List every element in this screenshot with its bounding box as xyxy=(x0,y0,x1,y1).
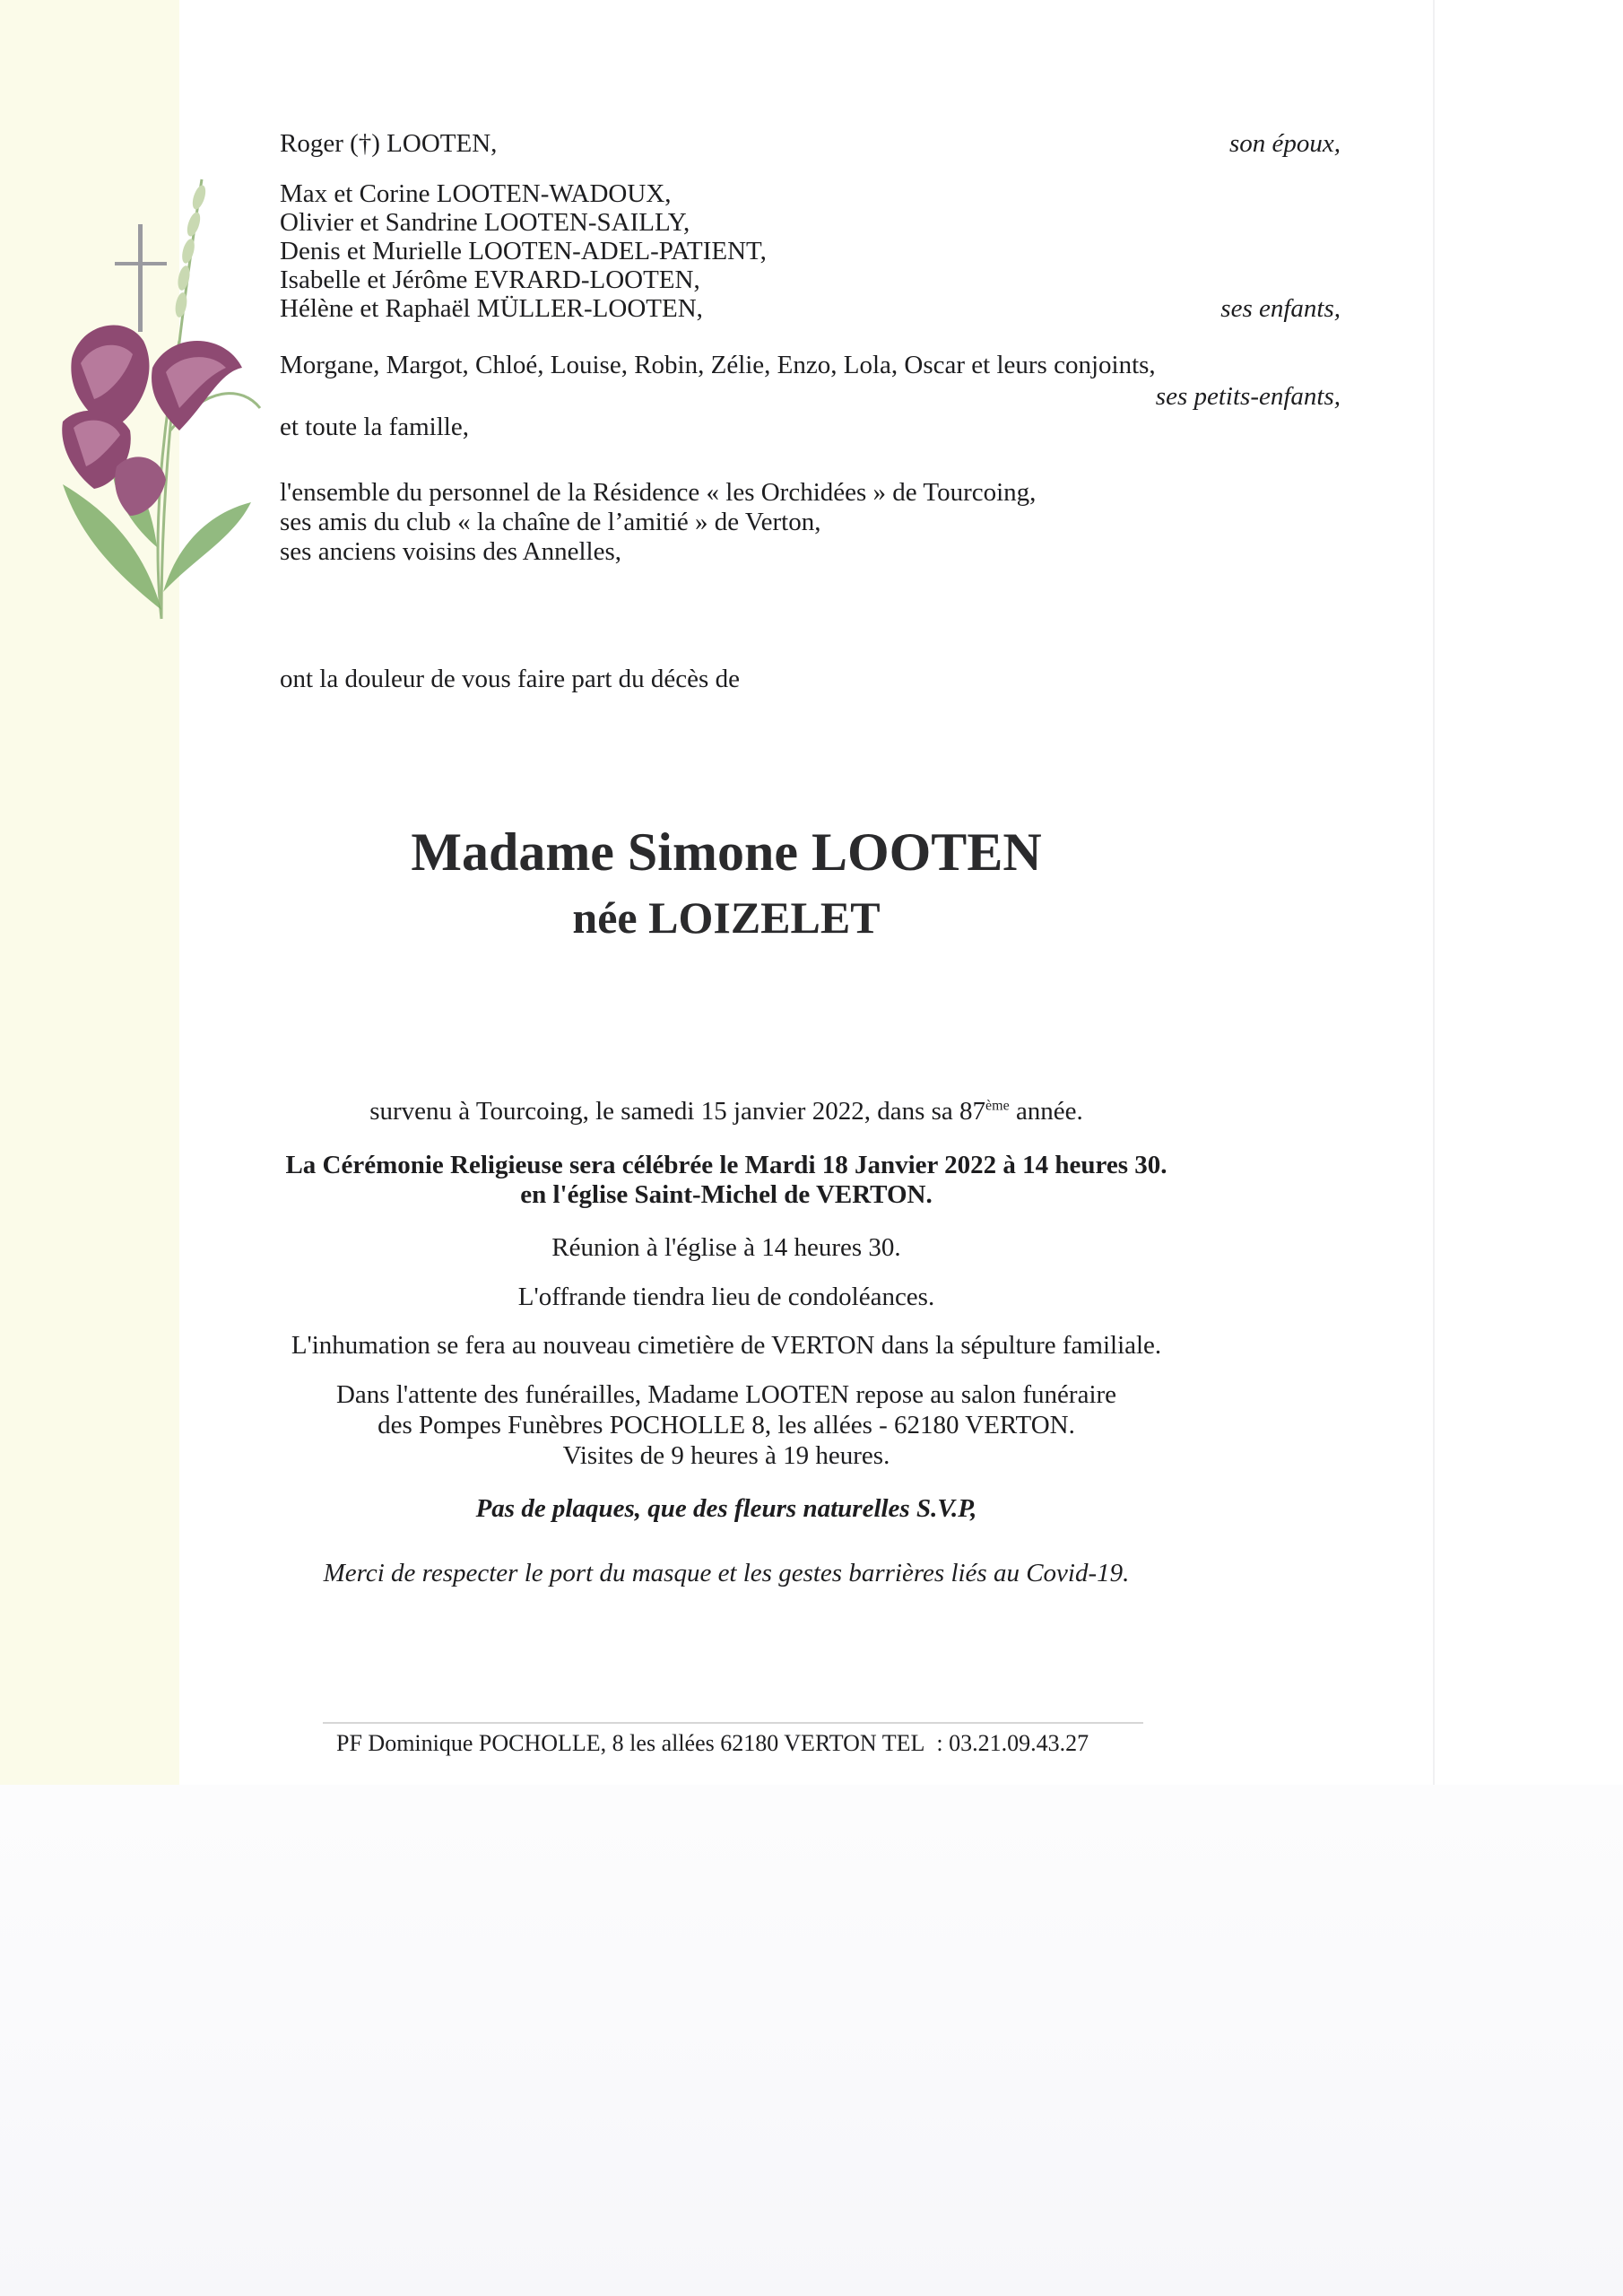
grandchildren-names: Morgane, Margot, Chloé, Louise, Robin, Zélie, Enzo, Lola, Oscar et leurs conjoints, xyxy=(280,351,1156,379)
deceased-birth-name: née LOIZELET xyxy=(572,892,881,943)
child-line: Olivier et Sandrine LOOTEN-SAILLY, xyxy=(280,208,690,237)
scan-bottom-area xyxy=(0,1785,1623,2296)
burial-info: L'inhumation se fera au nouveau cimetière de VERTON dans la sépulture familiale. xyxy=(291,1331,1162,1360)
child-line: Hélène et Raphaël MÜLLER-LOOTEN, xyxy=(280,294,703,323)
spouse-name: Roger (†) LOOTEN, xyxy=(280,129,498,158)
flowers-note: Pas de plaques, que des fleurs naturelles S.V.P, xyxy=(475,1494,977,1523)
others-line: ses amis du club « la chaîne de l’amitié » de Verton, xyxy=(280,508,821,536)
footer-divider xyxy=(323,1722,1143,1724)
offering-info: L'offrande tiendra lieu de condoléances. xyxy=(517,1283,935,1311)
death-details xyxy=(0,1096,1453,1126)
death-superscript: ème xyxy=(985,1098,1010,1114)
rest-line: Visites de 9 heures à 19 heures. xyxy=(562,1441,890,1470)
ceremony-location: en l'église Saint-Michel de VERTON. xyxy=(520,1180,933,1209)
grandchildren-role: ses petits-enfants, xyxy=(1155,382,1341,411)
rest-line: Dans l'attente des funérailles, Madame LOOTEN repose au salon funéraire xyxy=(335,1380,1117,1409)
cross-icon xyxy=(115,224,167,332)
spouse-role: son époux, xyxy=(1228,129,1341,158)
rest-line: des Pompes Funèbres POCHOLLE 8, les allées - 62180 VERTON. xyxy=(378,1411,1075,1439)
death-text: survenu à Tourcoing, le samedi 15 janvier 2022, dans sa 87 xyxy=(369,1097,986,1126)
lily-cross-illustration xyxy=(27,161,278,646)
announcement: ont la douleur de vous faire part du décès de xyxy=(280,665,740,693)
child-line: Denis et Murielle LOOTEN-ADEL-PATIENT, xyxy=(280,237,767,265)
others-line: l'ensemble du personnel de la Résidence « les Orchidées » de Tourcoing, xyxy=(280,478,1037,507)
deceased-name: Madame Simone LOOTEN xyxy=(411,822,1042,882)
child-line: Isabelle et Jérôme EVRARD-LOOTEN, xyxy=(280,265,700,294)
meeting-info: Réunion à l'église à 14 heures 30. xyxy=(551,1233,901,1262)
covid-note: Merci de respecter le port du masque et les gestes barrières liés au Covid-19. xyxy=(323,1559,1130,1587)
rest-of-family: et toute la famille, xyxy=(280,413,469,441)
child-line: Max et Corine LOOTEN-WADOUX, xyxy=(280,179,672,208)
funeral-home-contact: PF Dominique POCHOLLE, 8 les allées 62180 VERTON TEL : 03.21.09.43.27 xyxy=(336,1730,1089,1756)
ceremony-line: La Cérémonie Religieuse sera célébrée le Mardi 18 Janvier 2022 à 14 heures 30. xyxy=(285,1151,1167,1179)
death-suffix: année. xyxy=(1009,1097,1083,1126)
calla-lily-icon xyxy=(62,326,242,516)
children-role: ses enfants, xyxy=(1220,294,1341,323)
others-line: ses anciens voisins des Annelles, xyxy=(280,537,621,566)
